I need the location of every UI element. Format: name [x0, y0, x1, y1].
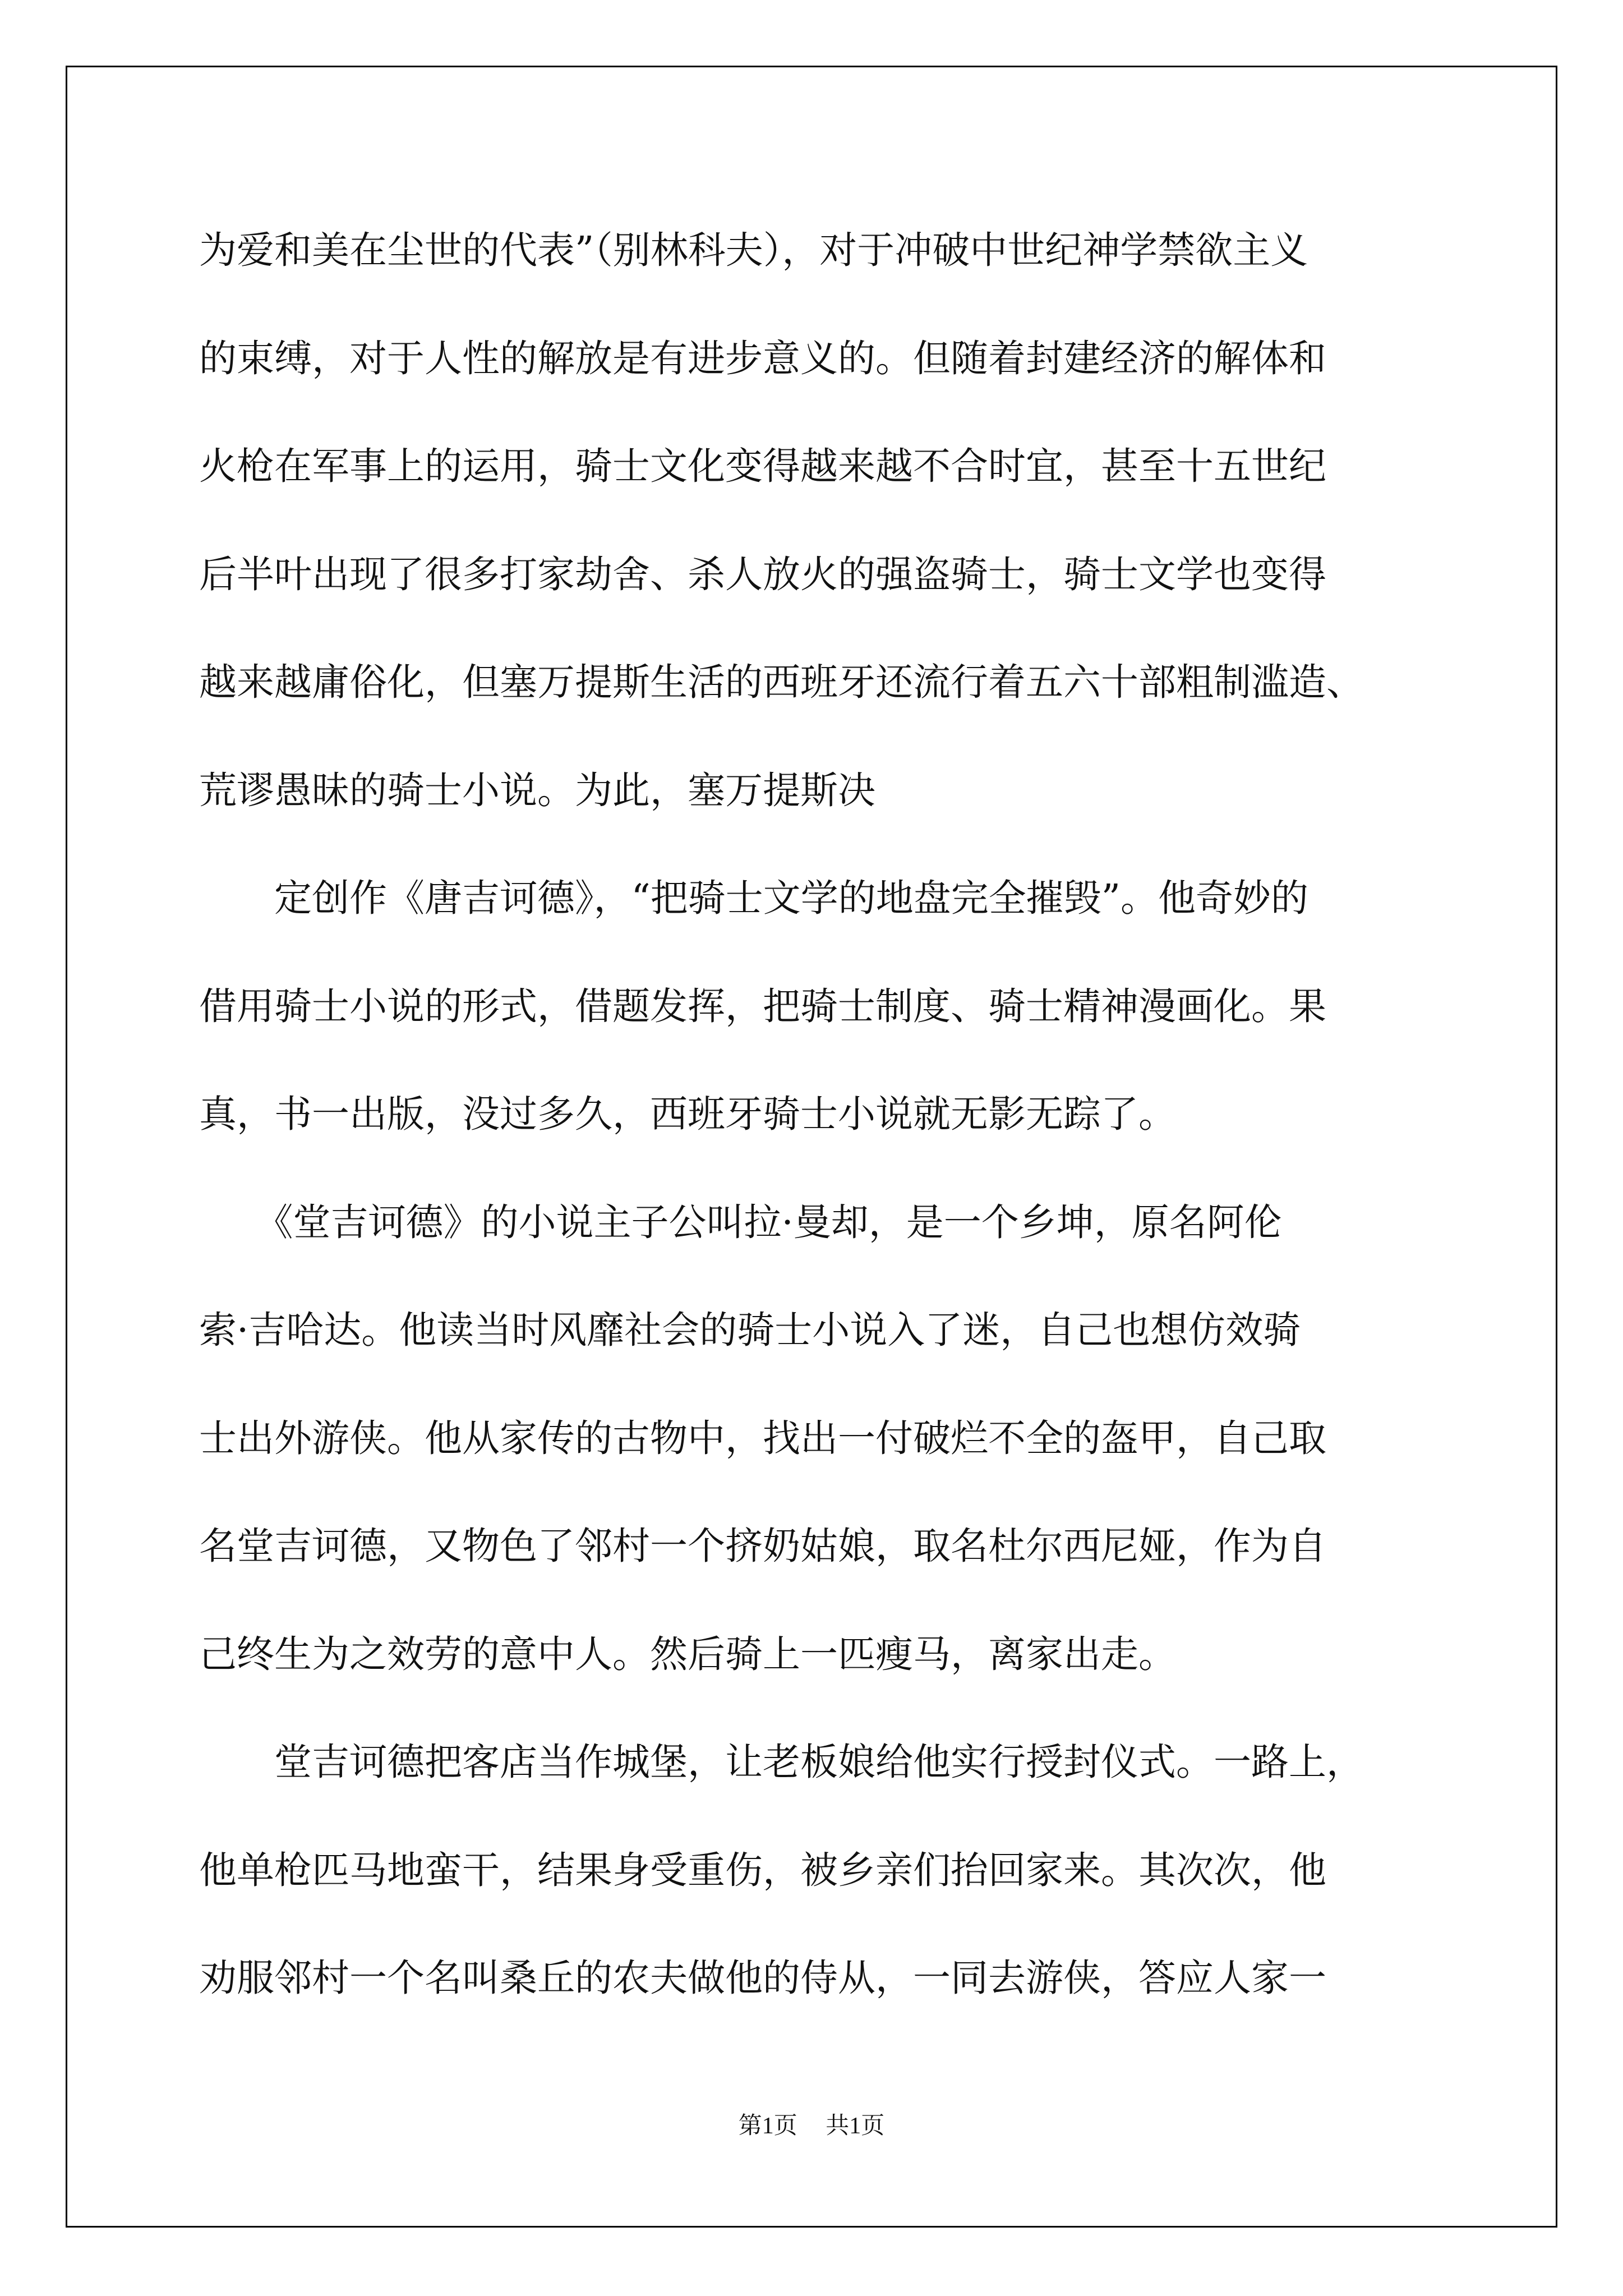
text-line: 借用骑士小说的形式，借题发挥，把骑士制度、骑士精神漫画化。果 — [199, 984, 1326, 1028]
page-border — [66, 66, 1557, 2228]
text-line: 名堂吉诃德，又物色了邻村一个挤奶姑娘，取名杜尔西尼娅，作为自 — [199, 1524, 1326, 1568]
text-line: 的束缚，对于人性的解放是有进步意义的。但随着封建经济的解体和 — [199, 337, 1326, 380]
text-line: 真，书一出版，没过多久，西班牙骑士小说就无影无踪了。 — [199, 1092, 1176, 1136]
text-line: 火枪在军事上的运用，骑士文化变得越来越不合时宜，甚至十五世纪 — [199, 444, 1326, 488]
text-line: 堂吉诃德把客店当作城堡，让老板娘给他实行授封仪式。一路上， — [199, 1740, 1364, 1784]
text-line: 越来越庸俗化，但塞万提斯生活的西班牙还流行着五六十部粗制滥造、 — [199, 660, 1364, 704]
text-line: 劝服邻村一个名叫桑丘的农夫做他的侍从，一同去游侠，答应人家一 — [199, 1956, 1326, 2000]
text-line: 后半叶出现了很多打家劫舍、杀人放火的强盗骑士，骑士文学也变得 — [199, 553, 1326, 596]
text-line: 《堂吉诃德》的小说主子公叫拉·曼却，是一个乡坤，原名阿伦 — [199, 1200, 1282, 1244]
text-line: 为爱和美在尘世的代表”（别林科夫），对于冲破中世纪神学禁欲主义 — [199, 228, 1308, 272]
page-footer — [0, 2109, 1623, 2143]
text-line: 定创作《唐吉诃德》，“把骑士文学的地盘完全摧毁”。他奇妙的 — [199, 876, 1309, 920]
page-number: 第1页 — [738, 2113, 797, 2139]
text-line: 己终生为之效劳的意中人。然后骑上一匹瘦马，离家出走。 — [199, 1632, 1176, 1676]
page-total: 共1页 — [826, 2113, 885, 2139]
text-line: 士出外游侠。他从家传的古物中，找出一付破烂不全的盔甲，自己取 — [199, 1416, 1326, 1460]
text-line: 索·吉哈达。他读当时风靡社会的骑士小说入了迷，自己也想仿效骑 — [199, 1308, 1301, 1352]
text-line: 荒谬愚昧的骑士小说。为此，塞万提斯决 — [199, 769, 875, 812]
text-line: 他单枪匹马地蛮干，结果身受重伤，被乡亲们抬回家来。其次次，他 — [199, 1848, 1326, 1892]
